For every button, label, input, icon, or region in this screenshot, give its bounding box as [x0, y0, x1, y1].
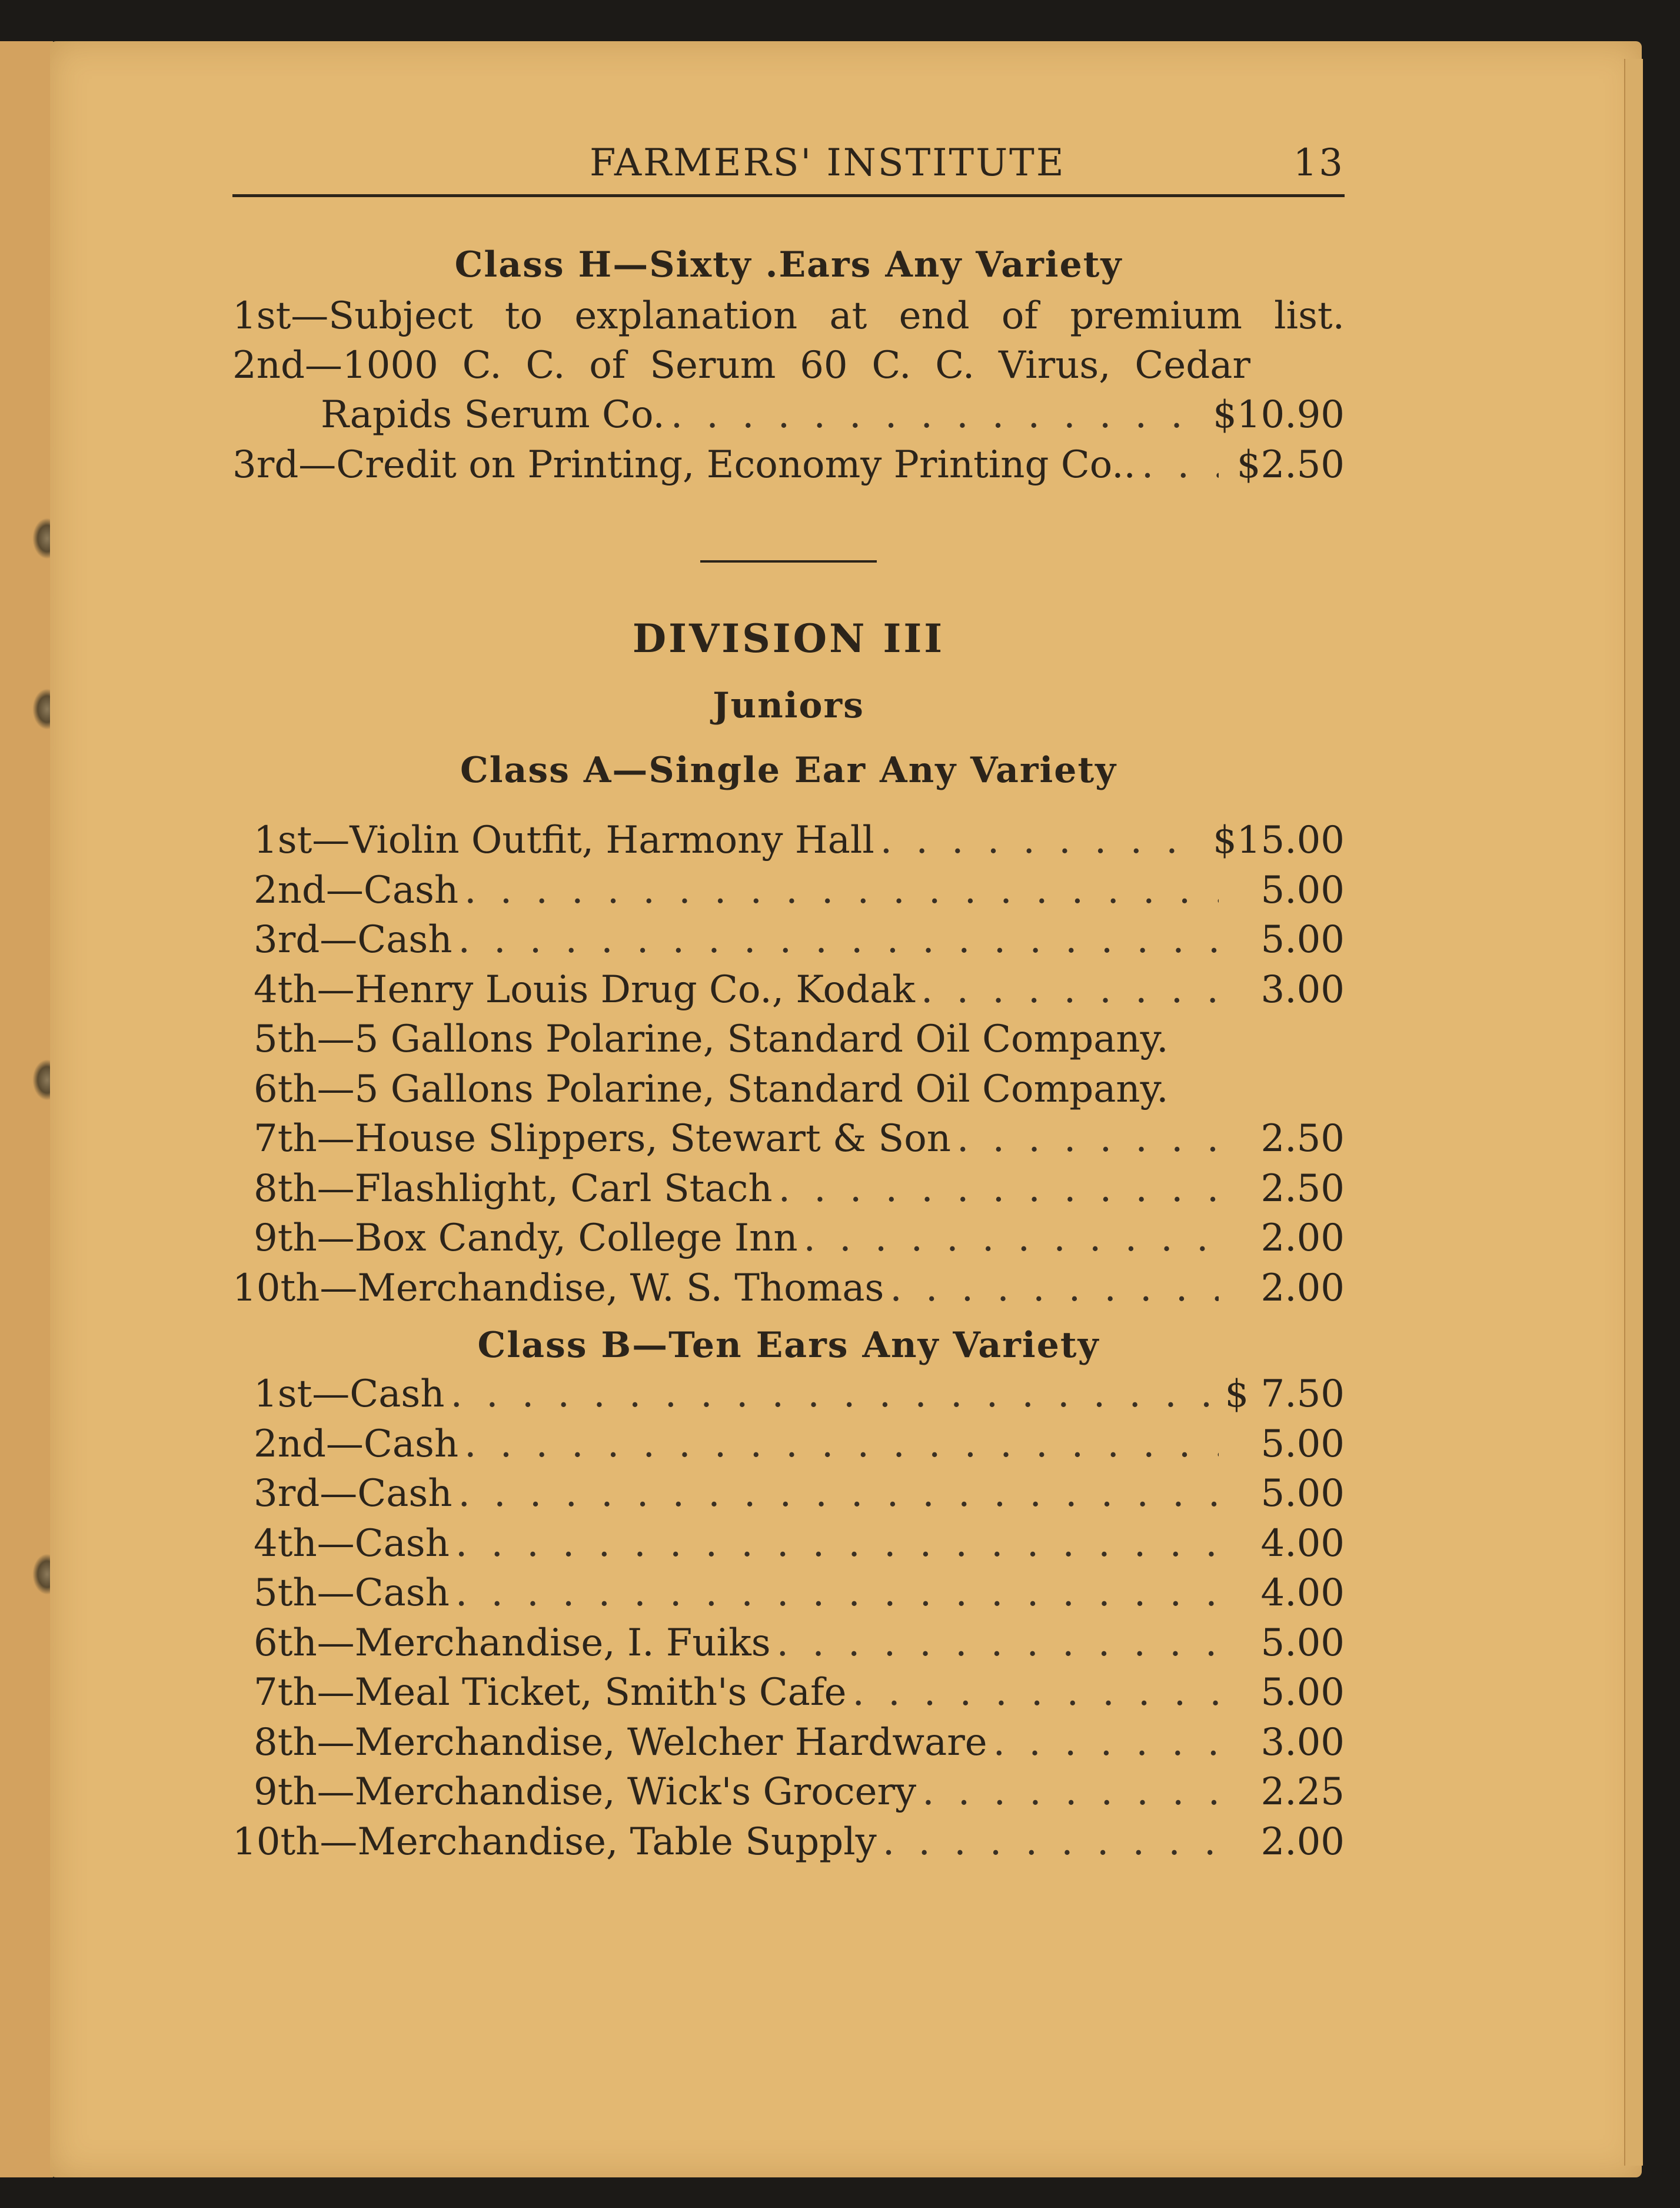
dot-leader [464, 866, 1219, 916]
list-item [254, 1015, 1345, 1065]
entry-label: 3rd—Cash [254, 918, 453, 962]
dot-leader [464, 1419, 1219, 1469]
entry-label: 4th—Cash [254, 1521, 450, 1565]
dot-leader [880, 816, 1205, 866]
entry-label: 6th—5 Gallons Polarine, Standard Oil Company. [254, 1067, 1169, 1111]
entry-amount: 2.50 [1260, 1166, 1345, 1211]
page-title: FARMERS' INSTITUTE [589, 141, 1066, 185]
entry-amount: 5.00 [1260, 868, 1345, 912]
list-item [254, 816, 1345, 866]
entry-amount: 3.00 [1260, 1720, 1345, 1764]
entry-label: 4th—Henry Louis Drug Co., Kodak [254, 967, 915, 1012]
list-item [254, 1718, 1345, 1768]
word: C. [462, 344, 502, 387]
entry-label: 7th—Meal Ticket, Smith's Cafe [254, 1671, 847, 1714]
class-h-line-2 [232, 341, 1250, 390]
class-h-section [232, 244, 1345, 490]
list-item [254, 1469, 1345, 1519]
entry-label: 8th—Flashlight, Carl Stach [254, 1166, 773, 1211]
class-a-section [232, 750, 1345, 1313]
word: of [589, 344, 626, 387]
list-item [232, 440, 1345, 490]
dot-leader [455, 1519, 1219, 1569]
dot-leader [993, 1718, 1219, 1768]
entry-amount: 3.00 [1260, 967, 1345, 1012]
list-item [254, 1419, 1345, 1469]
word: end [899, 294, 970, 338]
entry-label: 2nd—Cash [254, 1422, 459, 1466]
entry-amount: $ 7.50 [1225, 1372, 1345, 1416]
list-item [254, 1213, 1345, 1263]
division-subtitle: Juniors [713, 685, 864, 726]
word: explanation [574, 294, 798, 338]
word: 1st—Subject [232, 294, 473, 338]
entry-amount: $2.50 [1236, 443, 1345, 487]
word: list. [1274, 294, 1345, 338]
entry-amount: 2.00 [1260, 1820, 1345, 1864]
entry-label: 5th—Cash [254, 1571, 450, 1615]
entry-label: 1st—Cash [254, 1372, 445, 1416]
list-item [254, 915, 1345, 965]
list-item [254, 866, 1345, 916]
word: Serum [650, 344, 776, 387]
list-item [254, 965, 1345, 1015]
word: to [504, 294, 543, 338]
binding-gutter [0, 41, 53, 2177]
entry-label: 10th—Merchandise, Table Supply [232, 1820, 877, 1864]
entry-label: 3rd—Credit on Printing, Economy Printing Co.. [232, 443, 1136, 487]
dot-leader [957, 1114, 1219, 1164]
word: Cedar [1135, 344, 1250, 387]
word: Virus, [999, 344, 1111, 387]
dot-leader [777, 1618, 1219, 1668]
entry-label: 2nd—Cash [254, 868, 459, 912]
entry-amount: 5.00 [1260, 1671, 1345, 1714]
dot-leader [921, 965, 1219, 1015]
dot-leader [458, 915, 1219, 965]
entry-amount: 5.00 [1260, 1472, 1345, 1515]
entry-amount: 2.00 [1260, 1216, 1345, 1260]
entry-amount: $15.00 [1213, 819, 1345, 862]
list-item [254, 1114, 1345, 1164]
entry-amount: 2.00 [1260, 1266, 1345, 1310]
dot-leader [779, 1164, 1219, 1214]
entry-label: 8th—Merchandise, Welcher Hardware [254, 1720, 987, 1764]
list-item [254, 1369, 1345, 1419]
dot-leader [804, 1213, 1219, 1263]
word: C. [525, 344, 565, 387]
class-h-heading: Class H—Sixty .Ears Any Variety [454, 244, 1123, 285]
list-item [254, 1767, 1345, 1817]
entry-amount: 5.00 [1260, 1422, 1345, 1466]
class-a-heading: Class A—Single Ear Any Variety [460, 750, 1117, 791]
entry-amount: $10.90 [1213, 393, 1345, 437]
list-item [232, 1817, 1345, 1867]
entry-label: 7th—House Slippers, Stewart & Son [254, 1117, 951, 1160]
section-divider [700, 560, 877, 563]
dot-leader [853, 1668, 1219, 1718]
list-item [254, 1519, 1345, 1569]
entry-label: 3rd—Cash [254, 1472, 453, 1515]
list-item [254, 1568, 1345, 1618]
dot-leader [890, 1263, 1219, 1314]
dot-leader [671, 390, 1205, 440]
word: at [829, 294, 867, 338]
list-item [232, 390, 1345, 440]
entry-amount: 5.00 [1260, 1621, 1345, 1665]
division-title: DIVISION III [632, 616, 945, 661]
dot-leader [1142, 440, 1219, 490]
entry-label: 5th—5 Gallons Polarine, Standard Oil Company. [254, 1017, 1169, 1061]
list-item [254, 1065, 1345, 1115]
entry-label: 1st—Violin Outfit, Harmony Hall [254, 819, 874, 862]
page-content [232, 141, 1345, 1867]
word: 2nd—1000 [232, 344, 438, 387]
entry-amount: 2.25 [1260, 1770, 1345, 1814]
dot-leader [458, 1469, 1219, 1519]
page-number: 13 [1293, 141, 1345, 185]
dot-leader [883, 1817, 1219, 1867]
entry-amount: 4.00 [1260, 1571, 1345, 1615]
word: of [1001, 294, 1039, 338]
list-item [232, 1263, 1345, 1314]
dot-leader [922, 1767, 1219, 1817]
entry-label: 9th—Box Candy, College Inn [254, 1216, 798, 1260]
word: 60 [800, 344, 848, 387]
page-edge [1624, 59, 1643, 2166]
class-b-heading: Class B—Ten Ears Any Variety [477, 1325, 1100, 1366]
list-item [254, 1618, 1345, 1668]
entry-label: Rapids Serum Co. [321, 393, 665, 437]
entry-amount: 5.00 [1260, 918, 1345, 962]
dot-leader [455, 1568, 1219, 1618]
word: C. [871, 344, 911, 387]
list-item [254, 1164, 1345, 1214]
entry-amount: 2.50 [1260, 1117, 1345, 1160]
entry-label: 10th—Merchandise, W. S. Thomas [232, 1266, 884, 1310]
dot-leader [450, 1369, 1216, 1419]
entry-label: 9th—Merchandise, Wick's Grocery [254, 1770, 917, 1814]
running-header [232, 141, 1345, 197]
class-h-line-1 [232, 291, 1345, 341]
list-item [254, 1668, 1345, 1718]
entry-amount: 4.00 [1260, 1521, 1345, 1565]
entry-label: 6th—Merchandise, I. Fuiks [254, 1621, 771, 1665]
word: premium [1070, 294, 1242, 338]
word: C. [935, 344, 975, 387]
class-b-section [232, 1325, 1345, 1867]
